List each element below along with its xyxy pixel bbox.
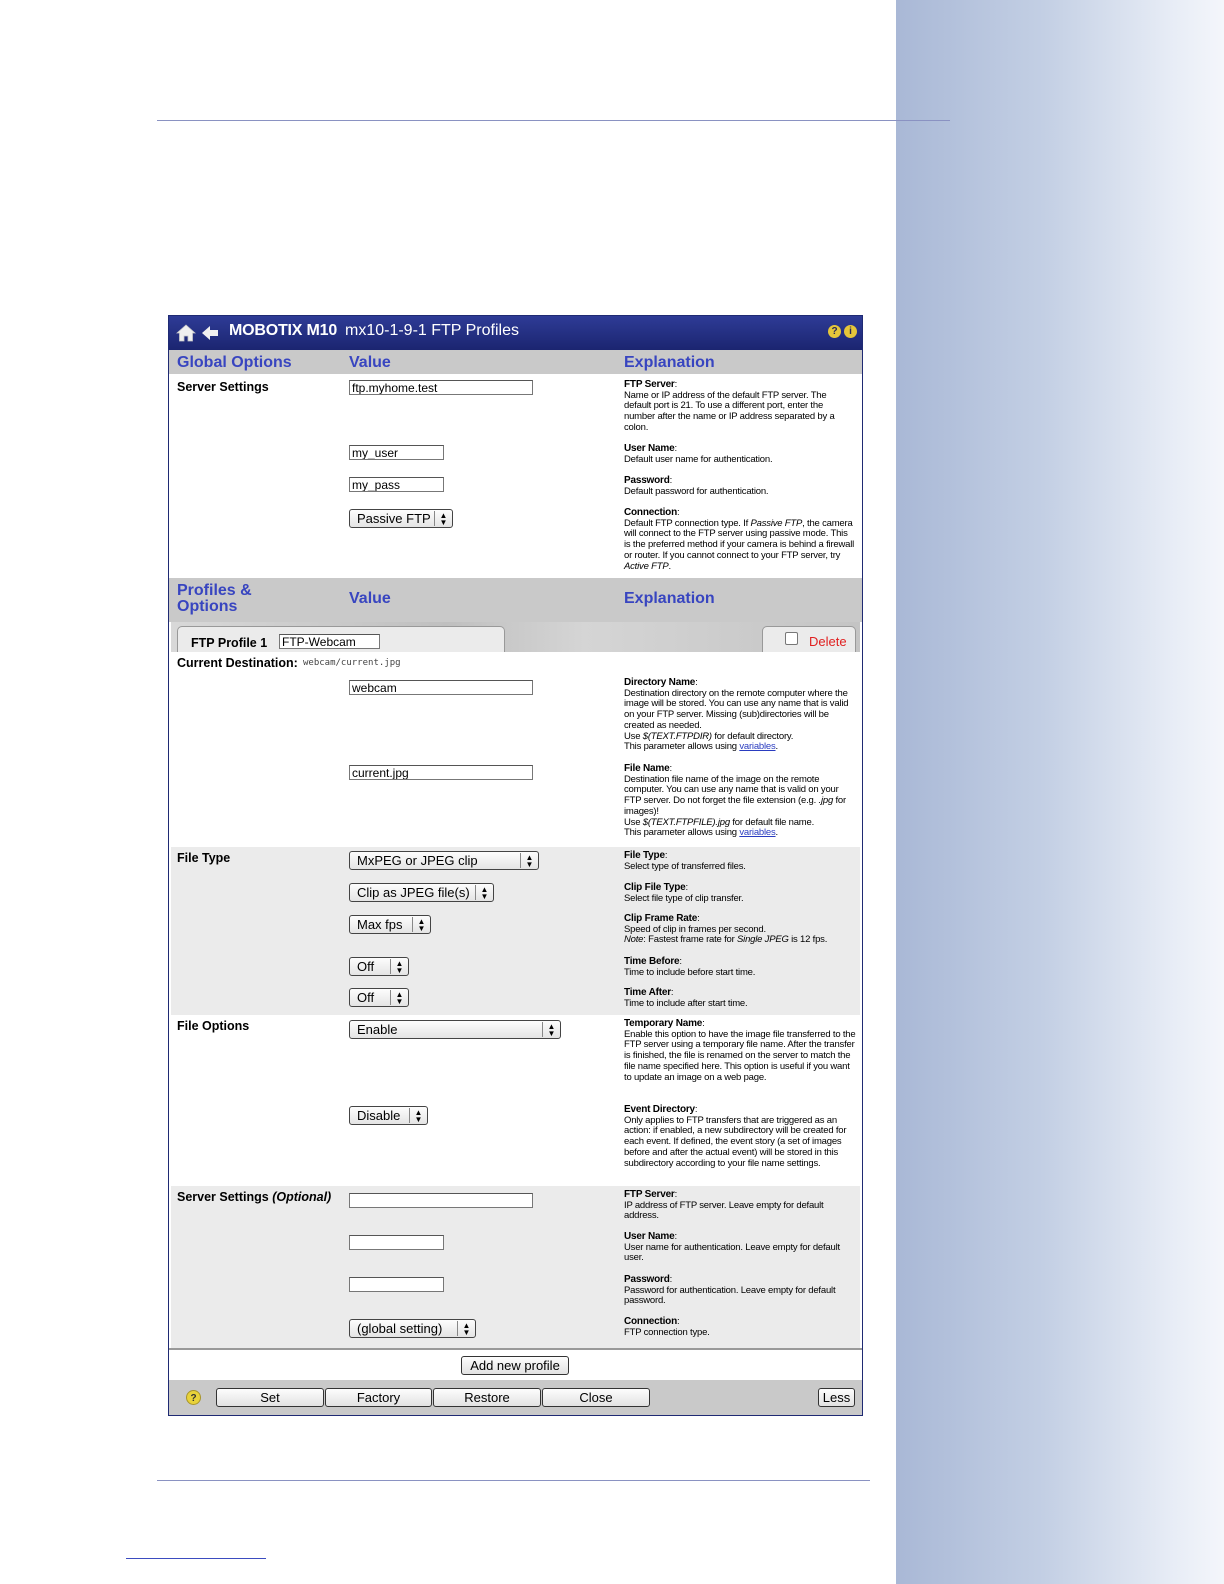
add-profile-row xyxy=(171,1350,860,1380)
ftp-server-input[interactable]: ftp.myhome.test xyxy=(349,380,533,395)
action-bar xyxy=(169,1380,862,1415)
select-arrows-icon: ▲ ▼ xyxy=(409,1108,427,1123)
factory-button[interactable]: Factory xyxy=(325,1388,432,1407)
optional-ftp-server-input[interactable] xyxy=(349,1193,533,1208)
time-after-explanation: Time After: Time to include after start time. xyxy=(624,987,748,1009)
delete-label: Delete xyxy=(809,634,847,649)
directory-name-input[interactable]: webcam xyxy=(349,680,533,695)
connection-explanation: Connection: Default FTP connection type. If Passive FTP, the camera will connect to the FTP server using passive mode. This is the preferred method if your camera is behind a firewall or router. If you cannot connect to your FTP server, try Active FTP. xyxy=(624,507,855,572)
event-directory-explanation: Event Directory: Only applies to FTP transfers that are triggered as an action: if enabled, a new subdirectory will be created for each event. If defined, the event story (a set of images before and after the actual event) will be stored in this subdirectory according to your file name settings. xyxy=(624,1104,847,1169)
select-arrows-icon: ▲ ▼ xyxy=(542,1022,560,1037)
clip-frame-rate-select[interactable]: Max fps ▲ ▼ xyxy=(349,915,431,934)
title-bar xyxy=(169,316,862,350)
restore-button[interactable]: Restore xyxy=(433,1388,541,1407)
home-icon[interactable] xyxy=(176,323,196,343)
select-arrows-icon: ▲ ▼ xyxy=(412,917,430,932)
help-icon[interactable]: ? xyxy=(186,1390,201,1405)
file-name-input[interactable]: current.jpg xyxy=(349,765,533,780)
optional-server-settings-section xyxy=(171,1186,860,1348)
camera-model: MOBOTIX M10 xyxy=(229,322,338,339)
delete-checkbox[interactable] xyxy=(785,632,798,645)
server-settings-section xyxy=(171,374,860,578)
file-type-explanation: File Type: Select type of transferred files. xyxy=(624,850,746,872)
col-value-2: Value xyxy=(349,590,391,607)
top-rule xyxy=(157,120,950,121)
info-icon[interactable]: i xyxy=(844,325,857,338)
optional-user-name-input[interactable] xyxy=(349,1235,444,1250)
back-arrow-icon[interactable] xyxy=(201,324,219,342)
optional-password-explanation: Password: Password for authentication. Leave empty for default password. xyxy=(624,1274,836,1307)
file-type-label: File Type xyxy=(177,851,231,865)
profile-tab-label: FTP Profile 1 xyxy=(191,636,268,650)
password-input[interactable]: my_pass xyxy=(349,477,444,492)
col-profiles: Profiles & xyxy=(177,582,252,599)
temporary-name-explanation: Temporary Name: Enable this option to have the image file transferred to the FTP server using a temporary file name. After the transfer is finished, the file is renamed on the server to match the file name specified here. This option is useful if you want to update an image on a web page. xyxy=(624,1018,856,1083)
optional-server-settings-label: Server Settings (Optional) xyxy=(177,1190,332,1204)
col-value: Value xyxy=(349,354,391,371)
less-button[interactable]: Less xyxy=(818,1388,855,1407)
set-button[interactable]: Set xyxy=(216,1388,324,1407)
optional-ftp-server-explanation: FTP Server: IP address of FTP server. Leave empty for default address. xyxy=(624,1189,824,1222)
directory-name-explanation: Directory Name: Destination directory on the remote computer where the image will be stored. You can use any name that is valid on your FTP server. Missing (sub)directories will be created as needed. Use $(TEXT.FTPDIR) for default directory. This parameter allows using variables. xyxy=(624,677,849,753)
ftp-profiles-window xyxy=(168,315,863,1416)
select-arrows-icon: ▲ ▼ xyxy=(475,885,493,900)
file-options-label: File Options xyxy=(177,1019,250,1033)
select-arrows-icon: ▲ ▼ xyxy=(520,853,538,868)
bottom-rule xyxy=(157,1480,870,1481)
optional-password-input[interactable] xyxy=(349,1277,444,1292)
time-before-explanation: Time Before: Time to include before start time. xyxy=(624,956,756,978)
file-name-explanation: File Name: Destination file name of the image on the remote computer. You can use any name that is valid on your FTP server. Do not forget the file extension (e.g. .jpg for images)! Use $(TEXT.FTPFILE).jpg for default file name. This parameter allows using variables. xyxy=(624,763,846,839)
password-explanation: Password: Default password for authentication. xyxy=(624,475,769,497)
select-arrows-icon: ▲ ▼ xyxy=(434,511,452,526)
profiles-header xyxy=(169,578,862,622)
select-arrows-icon: ▲ ▼ xyxy=(457,1321,475,1336)
connection-select[interactable]: Passive FTP ▲ ▼ xyxy=(349,509,453,528)
temporary-name-select[interactable]: Enable ▲ ▼ xyxy=(349,1020,561,1039)
optional-connection-select[interactable]: (global setting) ▲ ▼ xyxy=(349,1319,476,1338)
clip-file-type-explanation: Clip File Type: Select file type of clip transfer. xyxy=(624,882,744,904)
optional-connection-explanation: Connection: FTP connection type. xyxy=(624,1316,710,1338)
page-title: mx10-1-9-1 FTP Profiles xyxy=(345,322,519,339)
file-type-section xyxy=(171,847,860,1015)
delete-tab xyxy=(762,626,856,653)
server-settings-label: Server Settings xyxy=(177,380,269,394)
col-options: Options xyxy=(177,598,238,615)
global-options-header xyxy=(169,350,862,374)
variables-link[interactable]: variables xyxy=(739,741,776,753)
col-explanation: Explanation xyxy=(624,354,715,371)
user-name-input[interactable]: my_user xyxy=(349,445,444,460)
close-button[interactable]: Close xyxy=(542,1388,650,1407)
select-arrows-icon: ▲ ▼ xyxy=(390,959,408,974)
destination-section xyxy=(171,652,860,847)
footer-rule xyxy=(126,1558,266,1559)
profile-name-input[interactable]: FTP-Webcam xyxy=(279,634,380,649)
profile-tab-row xyxy=(171,622,860,652)
variables-link-2[interactable]: variables xyxy=(739,827,776,839)
help-icon[interactable]: ? xyxy=(828,325,841,338)
user-name-explanation: User Name: Default user name for authentication. xyxy=(624,443,773,465)
event-directory-select[interactable]: Disable ▲ ▼ xyxy=(349,1106,428,1125)
page-side-band xyxy=(896,0,1224,1584)
col-global-options: Global Options xyxy=(177,354,292,371)
file-options-section xyxy=(171,1015,860,1186)
optional-user-name-explanation: User Name: User name for authentication. Leave empty for default user. xyxy=(624,1231,840,1264)
col-explanation-2: Explanation xyxy=(624,590,715,607)
add-new-profile-button[interactable]: Add new profile xyxy=(461,1356,569,1375)
time-before-select[interactable]: Off ▲ ▼ xyxy=(349,957,409,976)
ftp-server-explanation: FTP Server: Name or IP address of the default FTP server. The default port is 21. To use a different port, enter the number after the name or IP address separated by a colon. xyxy=(624,379,835,433)
clip-frame-rate-explanation: Clip Frame Rate: Speed of clip in frames per second. Note: Fastest frame rate for Single JPEG is 12 fps. xyxy=(624,913,828,946)
clip-file-type-select[interactable]: Clip as JPEG file(s) ▲ ▼ xyxy=(349,883,494,902)
select-arrows-icon: ▲ ▼ xyxy=(390,990,408,1005)
time-after-select[interactable]: Off ▲ ▼ xyxy=(349,988,409,1007)
current-destination-label: Current Destination: xyxy=(177,656,298,670)
file-type-select[interactable]: MxPEG or JPEG clip ▲ ▼ xyxy=(349,851,539,870)
current-destination-path: webcam/current.jpg xyxy=(303,658,401,668)
